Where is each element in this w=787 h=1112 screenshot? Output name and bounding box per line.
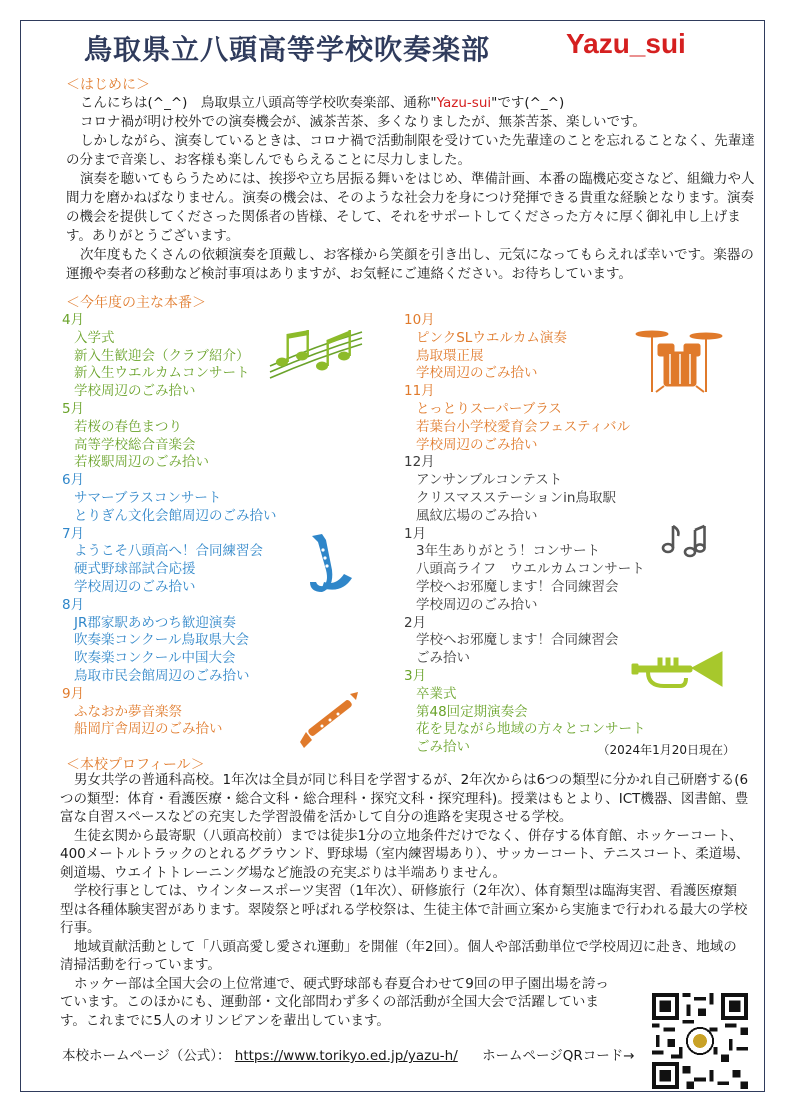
schedule-event: ごみ拾い bbox=[416, 739, 470, 756]
schedule-month-label: 9月 bbox=[62, 685, 85, 702]
intro-text bbox=[66, 94, 756, 284]
footer bbox=[62, 1044, 635, 1064]
schedule-event: ごみ拾い bbox=[416, 650, 470, 667]
date-note: （2024年1月20日現在） bbox=[597, 743, 735, 757]
intro-paragraph-5: 次年度もたくさんの依頼演奏を頂戴し、お客様から笑顔を引き出し、元気になってもらえれば幸いです。楽器の運搬や奏者の移動など検討事項はありますが、お気軽にご連絡ください。お待ちしています。 bbox=[66, 247, 754, 282]
schedule-event: 若桜駅周辺のごみ拾い bbox=[74, 454, 209, 471]
schedule-event: 新入生歓迎会（クラブ紹介） bbox=[74, 347, 250, 364]
schedule-month-group bbox=[404, 312, 646, 383]
schedule-month-group bbox=[62, 526, 277, 597]
schedule-event: 学校周辺のごみ拾い bbox=[74, 578, 196, 595]
intro-p1-pre: こんにちは(^_^) 鳥取県立八頭高等学校吹奏楽部、通称" bbox=[80, 95, 437, 111]
schedule-event: とりぎん文化会館周辺のごみ拾い bbox=[74, 507, 277, 524]
profile-paragraph-4: 地域貢献活動として「八頭高愛し愛され運動」を開催（年2回）。個人や部活動単位で学校周辺に赴き、地域の清掃活動を行っています。 bbox=[60, 938, 737, 973]
schedule-event: 入学式 bbox=[74, 329, 115, 346]
schedule-month-group bbox=[62, 312, 277, 401]
profile-heading: ＜本校プロフィール＞ bbox=[66, 757, 205, 773]
schedule-event: 高等学校総合音楽会 bbox=[74, 436, 196, 453]
schedule-month-group bbox=[62, 472, 277, 525]
schedule-event: 吹奏楽コンクール鳥取県大会 bbox=[74, 632, 249, 649]
schedule-event: JR郡家駅あめつち歓迎演奏 bbox=[74, 614, 236, 631]
intro-p1-post: "です(^_^) bbox=[491, 95, 565, 111]
schedule-month-group bbox=[62, 401, 277, 472]
schedule-event: 3年生ありがとう！コンサート bbox=[416, 543, 601, 560]
schedule-event: 学校周辺のごみ拾い bbox=[416, 436, 538, 453]
qr-label: ホームページQRコード→ bbox=[482, 1048, 635, 1064]
intro-paragraph-4: 演奏を聴いてもらうためには、挨拶や立ち居振る舞いをはじめ、準備計画、本番の臨機応変さなど、組織力や人間力を磨かねばなりません。演奏の機会は、そのような社会力を身につけ発揮できる貴重な経験となります。演奏の機会を提供してくださった関係者の皆様、そして、それをサポートしてくださった方々に厚く御礼申し上げます。ありがとうございます。 bbox=[66, 171, 755, 244]
schedule-event: 学校周辺のごみ拾い bbox=[416, 596, 538, 613]
schedule-event: ピンクSLウエルカム演奏 bbox=[416, 329, 567, 346]
intro-heading: ＜はじめに＞ bbox=[66, 77, 150, 93]
schedule-month-label: 4月 bbox=[62, 312, 85, 328]
saxophone-icon bbox=[302, 532, 358, 598]
schedule-month-label: 6月 bbox=[62, 472, 85, 489]
intro-paragraph-3: しかしながら、演奏しているときは、コロナ禍で活動制限を受けていた先輩達のことを忘れることなく、先輩達の分まで音楽し、お客様も楽しんでもらえることに尽力しました。 bbox=[66, 133, 755, 168]
schedule-event: 学校周辺のごみ拾い bbox=[74, 383, 196, 400]
schedule-month-group bbox=[404, 615, 646, 668]
schedule-event: ふなおか夢音楽祭 bbox=[74, 703, 182, 720]
schedule-event: ようこそ八頭高へ！合同練習会 bbox=[74, 543, 263, 560]
homepage-label: 本校ホームページ（公式）： bbox=[62, 1048, 231, 1064]
trumpet-icon bbox=[630, 646, 724, 696]
intro-p1-club-nickname: Yazu-sui bbox=[436, 95, 492, 111]
schedule-event: 学校へお邪魔します！合同練習会 bbox=[416, 578, 619, 595]
schedule-event: 吹奏楽コンクール中国大会 bbox=[74, 650, 236, 667]
profile-text bbox=[60, 771, 750, 1030]
profile-paragraph-2: 生徒玄関から最寄駅（八頭高校前）までは徒歩1分の立地条件だけでなく、併存する体育館、ホッケーコート、400メートルトラックのとれるグラウンド、野球場（室内練習場あり）、サッカーコート、テニスコート、柔道場、剣道場、ウエイトトレーニング場など施設の充実ぶりは半端ありません。 bbox=[60, 827, 750, 881]
drum-set-icon bbox=[634, 324, 724, 394]
schedule-month-label: 8月 bbox=[62, 596, 85, 613]
intro-paragraph-2: コロナ禍が明け校外での演奏機会が、滅茶苦茶、多くなりましたが、無茶苦茶、楽しいです。 bbox=[80, 114, 646, 130]
schedule-event: 新入生ウエルカムコンサート bbox=[74, 365, 250, 382]
schedule-event: 船岡庁舎周辺のごみ拾い bbox=[74, 721, 223, 738]
schedule-month-group bbox=[62, 597, 277, 686]
schedule-event: 若桜の春色まつり bbox=[74, 418, 182, 435]
profile-paragraph-3: 学校行事としては、ウインタースポーツ実習（1年次）、研修旅行（2年次）、体育類型は臨海実習、看護医療類型は各種体験実習があります。翠陵祭と呼ばれる学校祭は、生徒主体で計画立案から実施まで行われる最大の学校行事。 bbox=[60, 883, 748, 936]
intro-paragraph-1 bbox=[66, 94, 756, 113]
schedule-month-label: 5月 bbox=[62, 400, 85, 417]
schedule-event: 学校へお邪魔します！合同練習会 bbox=[416, 632, 619, 649]
schedule-event: 学校周辺のごみ拾い bbox=[416, 365, 538, 382]
homepage-link[interactable]: https://www.torikyo.ed.jp/yazu-h/ bbox=[234, 1048, 458, 1064]
schedule-event: 若葉台小学校愛育会フェスティバル bbox=[416, 418, 630, 435]
schedule-event: サマーブラスコンサート bbox=[74, 489, 222, 506]
schedule-month-group bbox=[404, 454, 646, 525]
schedule-event: 八頭高ライフ ウエルカムコンサート bbox=[416, 561, 645, 578]
clarinet-icon bbox=[296, 690, 360, 750]
profile-paragraph-1: 男女共学の普通科高校。1年次は全員が同じ科目を学習するが、2年次からは6つの類型に分かれ自己研磨する(6つの類型：体育・看護医療・総合文科・総合理科・探究文科・探究理科)。授業はもとより、ICT機器、図書館、豊富な自習スペースなどの充実した学習設備を活かして自分の進路を実現させる学校。 bbox=[60, 772, 749, 825]
music-notes-icon bbox=[268, 326, 364, 382]
schedule-month-group bbox=[62, 686, 277, 739]
schedule-month-group bbox=[404, 526, 646, 615]
schedule-month-group bbox=[404, 383, 646, 454]
schedule-event: アンサンブルコンテスト bbox=[416, 472, 563, 489]
eighth-notes-icon bbox=[660, 522, 706, 558]
qr-code[interactable] bbox=[652, 993, 748, 1089]
schedule-month-label: 10月 bbox=[404, 312, 435, 328]
schedule-month-label: 11月 bbox=[404, 383, 435, 400]
profile-paragraph-5: ホッケー部は全国大会の上位常連で、硬式野球部も春夏合わせて9回の甲子園出場を誇っています。このほかにも、運動部・文化部問わず多くの部活動が全国大会で活躍しています。これまでに5人のオリンピアンを輩出しています。 bbox=[60, 975, 609, 1029]
schedule-right-column bbox=[404, 312, 646, 757]
schedule-event: 第48回定期演奏会 bbox=[416, 703, 528, 720]
schedule-month-label: 1月 bbox=[404, 525, 427, 542]
schedule-month-label: 7月 bbox=[62, 525, 85, 542]
schedule-month-label: 12月 bbox=[404, 454, 435, 471]
page-title bbox=[0, 28, 787, 68]
schedule-event: 鳥取環正展 bbox=[416, 347, 484, 364]
schedule-month-label: 2月 bbox=[404, 614, 427, 631]
schedule-left-column bbox=[62, 312, 277, 739]
schedule-event: 卒業式 bbox=[416, 685, 457, 702]
schedule-event: とっとりスーパーブラス bbox=[416, 400, 562, 417]
schedule-month-label: 3月 bbox=[404, 667, 427, 684]
title-japanese: 鳥取県立八頭高等学校吹奏楽部 bbox=[84, 33, 491, 66]
schedule-event: 硬式野球部試合応援 bbox=[74, 561, 196, 578]
schedule-event: クリスマスステーションin鳥取駅 bbox=[416, 489, 616, 506]
schedule-event: 花を見ながら地域の方々とコンサート bbox=[416, 721, 646, 738]
schedule-event: 風紋広場のごみ拾い bbox=[416, 507, 538, 524]
schedule-heading: ＜今年度の主な本番＞ bbox=[66, 295, 206, 311]
title-english: Yazu_sui bbox=[566, 28, 686, 59]
schedule-event: 鳥取市民会館周辺のごみ拾い bbox=[74, 667, 250, 684]
